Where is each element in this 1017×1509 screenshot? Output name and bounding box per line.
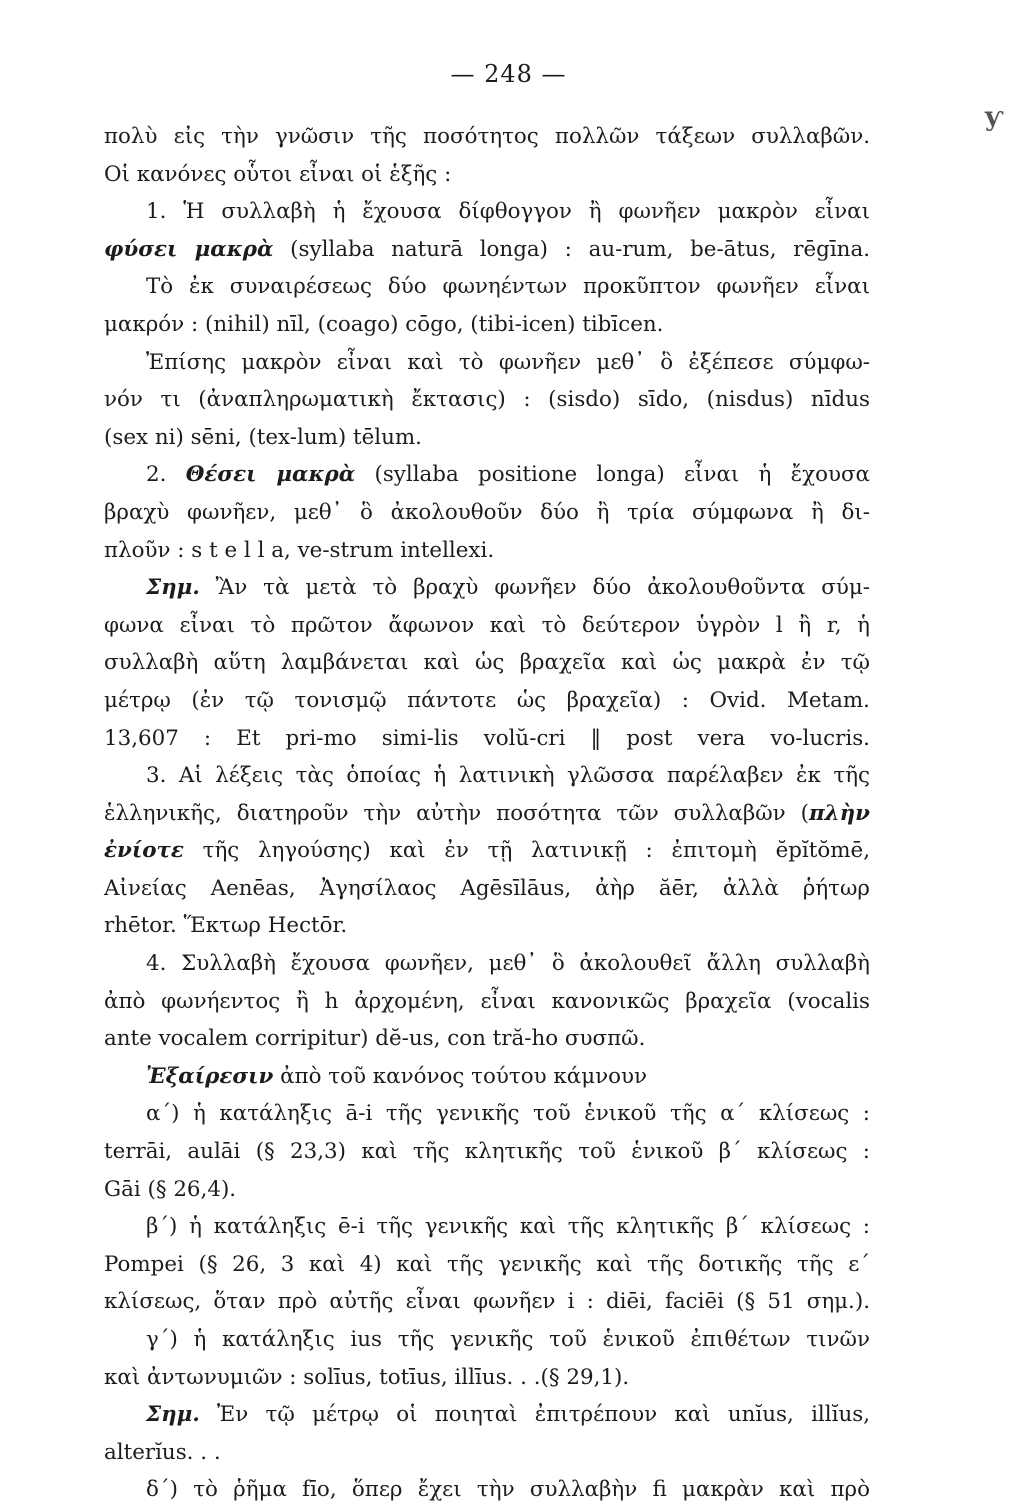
text-line (104, 456, 870, 494)
text-line (104, 1133, 870, 1171)
emphasis-text: Ἐξαίρεσιν (146, 1063, 274, 1089)
line-text: Pompei (§ 26, 3 καὶ 4) καὶ τῆς γενικῆς καὶ τῆς δοτικῆς τῆς ε΄ (104, 1251, 870, 1277)
line-text: ante vocalem corripitur) dĕ-us, con tră-ho συσπῶ. (104, 1026, 646, 1052)
text-line (104, 1471, 870, 1509)
line-text: Ἂν τὰ μετὰ τὸ βραχὺ φωνῆεν δύο ἀκολουθοῦντα σύμ- (199, 575, 870, 601)
emphasis-text: πλὴν (808, 800, 870, 826)
line-text: πολὺ εἰς τὴν γνῶσιν τῆς ποσότητος πολλῶν τάξεων συλλαβῶν. (104, 124, 870, 149)
text-line (104, 907, 870, 945)
text-line (104, 757, 870, 795)
text-line (104, 344, 870, 382)
line-text: ἀπὸ τοῦ κανόνος τούτου κάμνουν (273, 1063, 648, 1089)
text-line (104, 1020, 870, 1058)
line-text: 3. Αἱ λέξεις τὰς ὁποίας ἡ λατινικὴ γλῶσσα παρέλαβεν ἐκ τῆς (146, 763, 870, 789)
text-line (104, 1321, 870, 1359)
line-text: τῆς ληγούσης) καὶ ἐν τῇ λατινικῇ : ἐπιτομὴ ĕpĭtŏmē, (183, 838, 870, 864)
emphasis-text: Θέσει μακρὰ (185, 462, 356, 488)
text-line (104, 268, 870, 306)
line-text: ἀπὸ φωνήεντος ἢ h ἀρχομένη, εἶναι κανονικῶς βραχεῖα (vocalis (104, 988, 870, 1014)
text-line (104, 795, 870, 833)
line-text: Ἐν τῷ μέτρῳ οἱ ποιηταὶ ἐπιτρέπουν καὶ unĭus, illĭus, (199, 1402, 870, 1428)
text-line (104, 532, 870, 570)
text-line (104, 1171, 870, 1209)
text-line (104, 682, 870, 720)
line-text: α΄) ἡ κατάληξις ā-i τῆς γενικῆς τοῦ ἑνικοῦ τῆς α΄ κλίσεως : (146, 1101, 870, 1127)
line-text: rhētor. Ἕκτωρ Hectōr. (104, 913, 348, 939)
text-line (104, 1396, 870, 1434)
line-text: Τὸ ἐκ συναιρέσεως δύο φωνηέντων προκῦπτον φωνῆεν εἶναι (146, 274, 870, 300)
line-text: ἑλληνικῆς, διατηροῦν τὴν αὐτὴν ποσότητα τῶν συλλαβῶν ( (104, 800, 809, 826)
line-text: alterĭus. . . (104, 1439, 221, 1465)
text-line (104, 644, 870, 682)
line-text: 13,607 : Et pri-mo simi-lis volŭ-cri ‖ post vera vo-lucris. (104, 725, 870, 751)
text-line (104, 193, 870, 231)
emphasis-text: ἐνίοτε (104, 838, 184, 864)
line-text: μακρόν : (nihil) nīl, (coago) cōgo, (tibi-icen) tibīcen. (104, 311, 664, 337)
text-line (104, 569, 870, 607)
line-text: Gāi (§ 26,4). (104, 1176, 237, 1202)
text-line (104, 231, 870, 269)
emphasis-text: φύσει μακρὰ (104, 236, 274, 262)
line-text: πλοῦν : s t e l l a, ve-strum intellexi. (104, 537, 495, 563)
line-text: καὶ ἀντωνυμιῶν : solīus, totīus, illīus. . .(§ 29,1). (104, 1364, 630, 1390)
text-line (104, 1246, 870, 1284)
line-text: κλίσεως, ὅταν πρὸ αὐτῆς εἶναι φωνῆεν i : diēi, faciēi (§ 51 σημ.). (104, 1289, 870, 1315)
line-text: Οἱ κανόνες οὗτοι εἶναι οἱ ἑξῆς : (104, 161, 452, 187)
emphasis-text: Σημ. (146, 1402, 200, 1428)
text-line (104, 494, 870, 532)
text-line (104, 832, 870, 870)
emphasis-text: Σημ. (146, 575, 200, 601)
line-text: νόν τι (ἀναπληρωματικὴ ἔκτασις) : (sisdo) sīdo, (nisdus) nīdus (104, 387, 870, 413)
line-text: 1. Ἡ συλλαβὴ ἡ ἔχουσα δίφθογγον ἢ φωνῆεν μακρὸν εἶναι (146, 199, 870, 225)
line-text: (sex ni) sēni, (tex-lum) tēlum. (104, 424, 422, 450)
line-text: 4. Συλλαβὴ ἔχουσα φωνῆεν, μεθ᾽ ὃ ἀκολουθεῖ ἄλλη συλλαβὴ (146, 951, 870, 977)
line-text: (syllaba positione longa) εἶναι ἡ ἔχουσα (355, 462, 870, 488)
text-line (104, 1283, 870, 1321)
line-text: βραχὺ φωνῆεν, μεθ᾽ ὃ ἀκολουθοῦν δύο ἢ τρία σύμφωνα ἢ δι- (104, 499, 870, 525)
text-line (104, 118, 870, 156)
text-line (104, 983, 870, 1021)
line-text: terrāi, aulāi (§ 23,3) καὶ τῆς κλητικῆς τοῦ ἑνικοῦ β΄ κλίσεως : (104, 1139, 870, 1165)
text-line (104, 156, 870, 194)
line-text: 2. (146, 462, 186, 488)
margin-mark: ƴ (985, 102, 1004, 132)
line-text: Αἰνείας Aenēas, Ἀγησίλαος Agēsīlāus, ἀὴρ ăēr, ἀλλὰ ῥήτωρ (104, 875, 870, 901)
line-text: Ἐπίσης μακρὸν εἶναι καὶ τὸ φωνῆεν μεθ᾽ ὃ ἐξέπεσε σύμφω- (146, 349, 870, 375)
line-text: (syllaba naturā longa) : au-rum, be-ātus, rēgīna. (273, 236, 870, 262)
text-line (104, 1434, 870, 1472)
line-text: συλλαβὴ αὕτη λαμβάνεται καὶ ὡς βραχεῖα καὶ ὡς μακρὰ ἐν τῷ (104, 650, 870, 676)
text-line (104, 945, 870, 983)
text-line (104, 381, 870, 419)
text-line (104, 1058, 870, 1096)
page-number: — 248 — (450, 60, 567, 88)
line-text: φωνα εἶναι τὸ πρῶτον ἄφωνον καὶ τὸ δεύτερον ὑγρὸν l ἢ r, ἡ (104, 612, 870, 638)
body-text (104, 118, 870, 1509)
text-line (104, 870, 870, 908)
text-line (104, 1095, 870, 1133)
line-text: β΄) ἡ κατάληξις ē-i τῆς γενικῆς καὶ τῆς κλητικῆς β΄ κλίσεως : (146, 1214, 870, 1240)
line-text: δ΄) τὸ ῥῆμα fīo, ὅπερ ἔχει τὴν συλλαβὴν fi μακρὰν καὶ πρὸ (146, 1477, 870, 1503)
text-line (104, 1359, 870, 1397)
text-line (104, 1208, 870, 1246)
text-line (104, 607, 870, 645)
text-line (104, 720, 870, 758)
text-line (104, 306, 870, 344)
line-text: γ΄) ἡ κατάληξις ius τῆς γενικῆς τοῦ ἑνικοῦ ἐπιθέτων τινῶν (146, 1327, 870, 1352)
text-line (104, 419, 870, 457)
line-text: μέτρῳ (ἐν τῷ τονισμῷ πάντοτε ὡς βραχεῖα) : Ovid. Metam. (104, 687, 870, 713)
